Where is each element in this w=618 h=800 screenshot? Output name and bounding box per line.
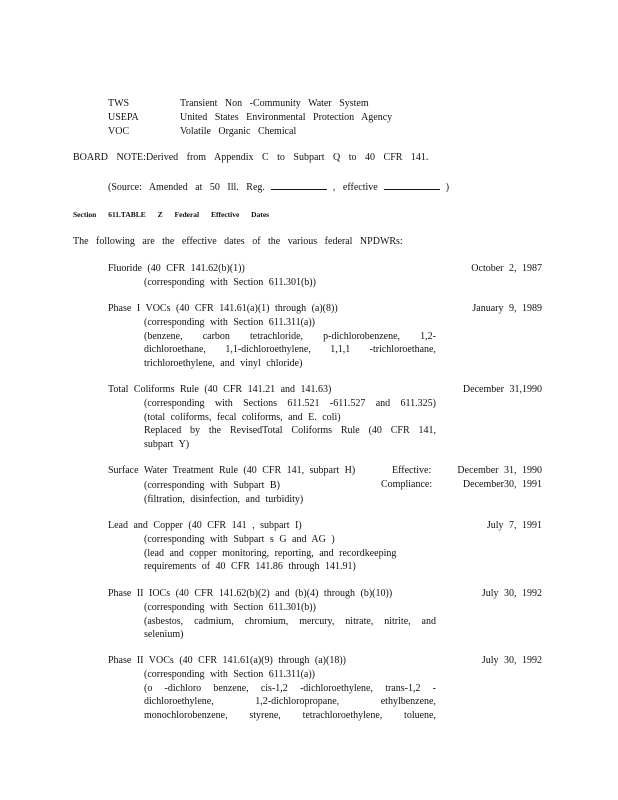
entry-date: July 30, 1992 [481,588,542,599]
entry-title: Lead and Copper (40 CFR 141 , subpart I) [108,520,302,531]
detail-line: (corresponding with Subpart B) [144,480,280,491]
entry-date: January 9, 1989 [472,303,542,314]
detail-line: (corresponding with Section 611.301(b)) [144,277,316,288]
entry-details [144,276,436,290]
abbreviation-value: United States Environmental Protection Agency [180,112,393,123]
source-prefix: (Source: Amended at 50 Ill. Reg. [108,182,265,193]
abbreviation-key: TWS [108,98,130,109]
detail-line: Replaced by the RevisedTotal Coliforms Rule (40 CFR 141, [144,425,436,437]
detail-line: dichloroethane, 1,1-dichloroethylene, 1,1,1 -trichloroethane, [144,344,436,356]
abbreviation-row [108,126,468,140]
entry-date: December 31, 1990 [457,465,542,476]
effective-label: Effective: [392,465,432,476]
abbreviation-key: USEPA [108,112,139,123]
entry-details [144,479,436,506]
entry-details [144,397,436,452]
entry-title: Total Coliforms Rule (40 CFR 141.21 and 141.63) [108,384,332,395]
abbreviation-value: Volatile Organic Chemical [180,126,297,137]
detail-line: (asbestos, cadmium, chromium, mercury, nitrate, nitrite, and [144,615,436,627]
intro-text: The following are the effective dates of the various federal NPDWRs: [73,236,403,247]
detail-line: (corresponding with Subpart s G and AG ) [144,534,335,545]
entry-title: Phase II VOCs (40 CFR 141.61(a)(9) through (a)(18)) [108,655,347,666]
entry-details [144,668,436,723]
table-heading: Section 611.TABLE Z Federal Effective Dates [73,210,270,219]
register-blank [271,180,327,190]
source-middle: , effective [332,182,378,193]
detail-line: (benzene, carbon tetrachloride, p-dichlorobenzene, 1,2- [144,330,436,342]
detail-line: dichloroethylene, 1,2-dichloropropane, ethylbenzene, [144,696,436,708]
entry-details [144,601,436,642]
abbreviation-value: Transient Non -Community Water System [180,98,369,109]
entry-title: Surface Water Treatment Rule (40 CFR 141, subpart H) [108,465,356,476]
detail-line: trichloroethylene, and vinyl chloride) [144,358,303,370]
detail-line: subpart Y) [144,439,190,451]
detail-line: requirements of 40 CFR 141.86 through 141.91) [144,561,356,573]
source-line [108,180,449,193]
entry-date: July 7, 1991 [486,520,542,531]
effective-date-blank [384,180,440,190]
detail-line: (corresponding with Section 611.311(a)) [144,317,315,328]
detail-line: (filtration, disinfection, and turbidity) [144,493,304,505]
detail-line: (o -dichloro benzene, cis-1,2 -dichloroethylene, trans-1,2 - [144,682,436,694]
detail-line: monochlorobenzene, styrene, tetrachloroethylene, toluene, [144,710,436,722]
entry-title: Phase II IOCs (40 CFR 141.62(b)(2) and (b)(4) through (b)(10)) [108,588,393,599]
abbreviation-row [108,98,468,112]
board-note: BOARD NOTE:Derived from Appendix C to Subpart Q to 40 CFR 141. [73,152,429,163]
detail-line: (corresponding with Sections 611.521 -611.527 and 611.325) [144,398,436,409]
abbreviation-key: VOC [108,126,130,137]
entry-details [144,533,436,574]
detail-line: (lead and copper monitoring, reporting, and recordkeeping [144,547,397,559]
entry-date: July 30, 1992 [481,655,542,666]
compliance-date: December30, 1991 [462,479,542,490]
detail-line: (corresponding with Section 611.301(b)) [144,602,316,613]
entry-date: December 31,1990 [462,384,542,395]
compliance-label: Compliance: [381,479,433,490]
detail-line: selenium) [144,629,184,641]
source-suffix: ) [445,182,450,193]
abbreviation-row [108,112,468,126]
detail-line: (total coliforms, fecal coliforms, and E. coli) [144,411,341,423]
entry-details [144,316,436,371]
entry-date: October 2, 1987 [471,263,542,274]
entry-title: Fluoride (40 CFR 141.62(b)(1)) [108,263,245,274]
detail-line: (corresponding with Section 611.311(a)) [144,669,315,680]
entry-title: Phase I VOCs (40 CFR 141.61(a)(1) through (a)(8)) [108,303,338,314]
